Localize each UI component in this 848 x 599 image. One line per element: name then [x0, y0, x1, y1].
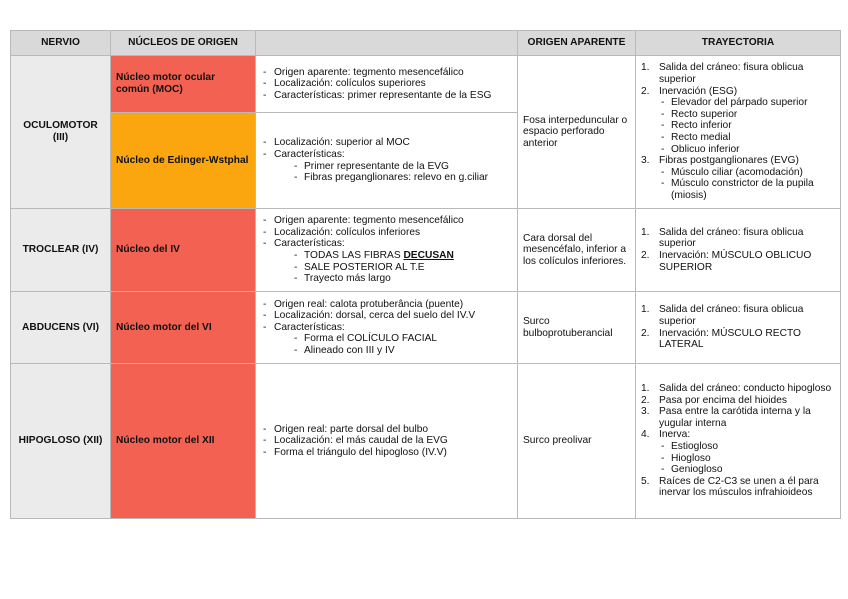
list-item: - Localización: dorsal, cerca del suelo del IV.V [261, 310, 512, 322]
list-item: - Alineado con III y IV [292, 345, 512, 357]
list-item: - Características: - Forma el COLÍCULO FACIAL - Alineado con III y IV [261, 322, 512, 357]
trajectory [636, 209, 841, 292]
list-item: - Características: - Primer representante de la EVG - Fibras preganglionares: relevo en g.ciliar [261, 149, 512, 184]
list-item: 1. Salida del cráneo: fisura oblicua superior [641, 226, 804, 250]
nucleus-description [256, 292, 518, 364]
list-item: 2. Inervación: MÚSCULO OBLICUO SUPERIOR [641, 250, 812, 273]
list-item: - Primer representante de la EVG [292, 161, 512, 173]
header-trayectoria: TRAYECTORIA [636, 31, 841, 56]
header-description [256, 31, 518, 56]
table-row [11, 292, 841, 364]
nucleus-name: Núcleo del IV [111, 209, 256, 292]
list-item: - Músculo constrictor de la pupila (miosis) [659, 178, 835, 201]
list-item: 2. Pasa por encima del hioides [641, 394, 787, 406]
nerve-name: HIPOGLOSO (XII) [11, 364, 111, 519]
list-item: - Localización: el más caudal de la EVG [261, 435, 512, 447]
header-nucleos: NÚCLEOS DE ORIGEN [111, 31, 256, 56]
list-item: 2. Inervación (ESG) - Elevador del párpado superior - Recto superior - Recto inferior - Recto medial - Oblicuo inferior [641, 86, 835, 156]
list-item: 2. Inervación: MÚSCULO RECTO LATERAL [641, 327, 801, 351]
table-row [11, 56, 841, 113]
list-item: 3. Fibras postganglionares (EVG) - Músculo ciliar (acomodación) - Músculo constrictor de la pupila (miosis) [641, 155, 835, 201]
nucleus-name: Núcleo motor del VI [111, 292, 256, 364]
list-item: - Localización: colículos superiores [261, 78, 512, 90]
nucleus-description [256, 113, 518, 209]
nucleus-name: Núcleo motor ocular común (MOC) [111, 56, 256, 113]
nucleus-name: Núcleo de Edinger-Wstphal [111, 113, 256, 209]
nerve-name: ABDUCENS (VI) [11, 292, 111, 364]
list-item: 3. Pasa entre la carótida interna y la yugular interna [641, 406, 811, 429]
list-item: - Estiogloso [659, 441, 835, 453]
list-item: 4. Inerva: - Estiogloso - Hiogloso - Geniogloso [641, 429, 835, 475]
nerves-table [10, 30, 841, 519]
list-item: - Recto superior [659, 109, 835, 121]
header-nervio: NERVIO [11, 31, 111, 56]
list-item: - SALE POSTERIOR AL T.E [292, 262, 512, 274]
list-item: - Oblicuo inferior [659, 144, 835, 156]
list-item: - Fibras preganglionares: relevo en g.ciliar [292, 172, 512, 184]
header-row [11, 31, 841, 56]
list-item: - Elevador del párpado superior [659, 97, 835, 109]
list-item: - Características: primer representante de la ESG [261, 90, 512, 102]
list-item: - Localización: colículos inferiores [261, 227, 512, 239]
list-item: - Origen aparente: tegmento mesencefálico [261, 215, 512, 227]
list-item: 1. Salida del cráneo: fisura oblicua superior [641, 304, 804, 327]
nerve-name: TROCLEAR (IV) [11, 209, 111, 292]
nucleus-description [256, 209, 518, 292]
list-item: - Origen real: parte dorsal del bulbo [261, 424, 512, 436]
trajectory [636, 364, 841, 519]
trajectory [636, 292, 841, 364]
nucleus-name: Núcleo motor del XII [111, 364, 256, 519]
list-item: - Trayecto más largo [292, 273, 512, 285]
list-item: - Origen aparente: tegmento mesencefálico [261, 67, 512, 79]
list-item: - Forma el COLÍCULO FACIAL [292, 333, 512, 345]
list-item: 1. Salida del cráneo: fisura oblicua superior [641, 62, 804, 86]
apparent-origin: Surco bulboprotuberancial [518, 292, 636, 364]
table-row [11, 364, 841, 519]
list-item: - Geniogloso [659, 464, 835, 476]
nucleus-description [256, 364, 518, 519]
trajectory [636, 56, 841, 209]
list-item: - Músculo ciliar (acomodación) [659, 167, 835, 179]
list-item: - Origen real: calota protuberância (puente) [261, 299, 512, 311]
list-item: 1. Salida del cráneo: conducto hipogloso [641, 383, 832, 395]
header-origen-aparente: ORIGEN APARENTE [518, 31, 636, 56]
table-row [11, 209, 841, 292]
list-item: - TODAS LAS FIBRAS DECUSAN [292, 250, 512, 262]
apparent-origin: Fosa interpeduncular o espacio perforado anterior [518, 56, 636, 209]
list-item: - Localización: superior al MOC [261, 137, 512, 149]
nerve-name: OCULOMOTOR (III) [11, 56, 111, 209]
list-item: - Características: - TODAS LAS FIBRAS DECUSAN - SALE POSTERIOR AL T.E - Trayecto más largo [261, 238, 512, 284]
list-item: 5. Raíces de C2-C3 se unen a él para inervar los músculos infrahioideos [641, 475, 819, 499]
list-item: - Hiogloso [659, 453, 835, 465]
list-item: - Recto medial [659, 132, 835, 144]
list-item: - Forma el triángulo del hipogloso (IV.V) [261, 447, 512, 459]
nucleus-description [256, 56, 518, 113]
apparent-origin: Cara dorsal del mesencéfalo, inferior a los colículos inferiores. [518, 209, 636, 292]
list-item: - Recto inferior [659, 120, 835, 132]
apparent-origin: Surco preolivar [518, 364, 636, 519]
